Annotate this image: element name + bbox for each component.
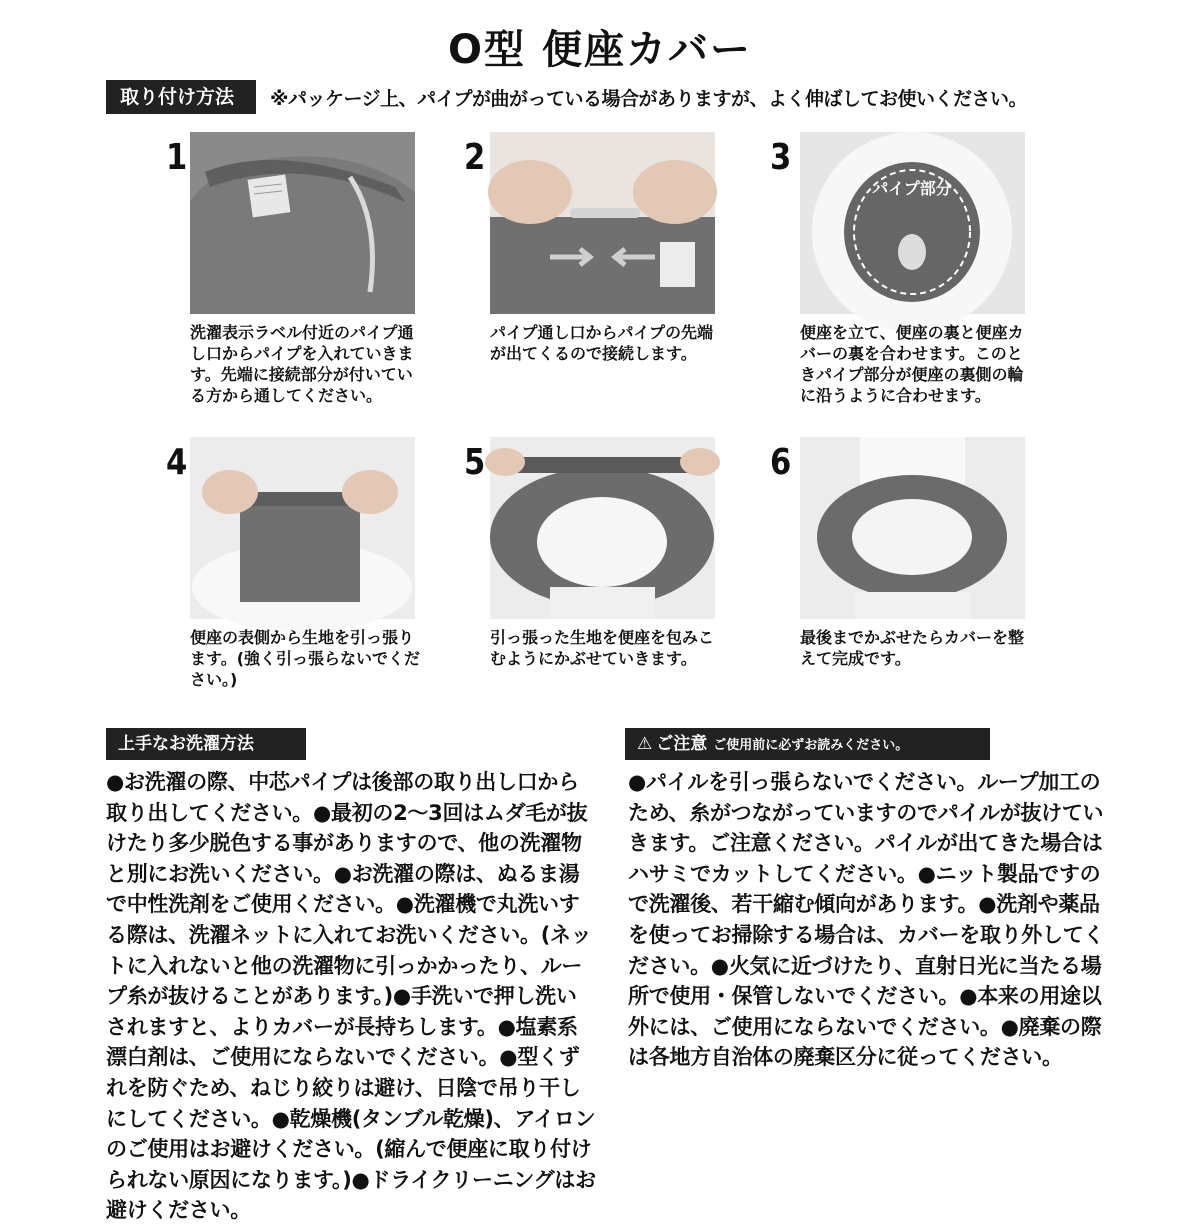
step-6-caption: 最後までかぶせたらカバーを整えて完成です。 bbox=[800, 628, 1025, 668]
step-6-number: 6 bbox=[770, 442, 792, 483]
caution-subtitle: ご使用前に必ずお読みください。 bbox=[713, 738, 909, 753]
step-2-caption: パイプ通し口からパイプの先端が出てくるので接続します。 bbox=[490, 323, 714, 363]
caution-label-bar bbox=[625, 728, 990, 760]
step-3-number: 3 bbox=[770, 137, 792, 178]
step-5-caption: 引っ張った生地を便座を包みこむようにかぶせていきます。 bbox=[490, 628, 715, 668]
caution-label: ご注意 bbox=[656, 734, 708, 754]
caution-instructions: ●パイルを引っ張らないでください。ループ加工のため、糸がつながっていますのでパイルが抜けていきます。ご注意ください。パイルが出てきた場合はハサミでカットしてください。●ニット製品ですので洗濯後、若干縮む傾向があります。●洗剤や薬品を使ってお掃除する場合は、カバーを取り外してください。●火気に近づけたり、直射日光に当たる場所で使用・保管しないでください。●本来の用途以外には、ご使用にならないでください。●廃棄の際は各地方自治体の廃棄区分に従ってください。 bbox=[628, 770, 1105, 1070]
step-1-caption: 洗濯表示ラベル付近のパイプ通し口からパイプを入れていきます。先端に接続部分が付いている方から通してください。 bbox=[190, 323, 414, 405]
step-4-number: 4 bbox=[166, 442, 188, 483]
install-note: ※パッケージ上、パイプが曲がっている場合がありますが、よく伸ばしてお使いください。 bbox=[270, 88, 1028, 110]
warning-triangle-icon: ⚠ bbox=[637, 734, 653, 754]
step-4-photo bbox=[190, 437, 415, 619]
step-3-caption: 便座を立て、便座の裏と便座カバーの裏を合わせます。このときパイプ部分が便座の裏側の輪に沿うように合わせます。 bbox=[800, 323, 1024, 405]
page-title: O型 便座カバー bbox=[448, 27, 752, 73]
install-method-label: 取り付け方法 bbox=[106, 80, 256, 114]
step-4-caption: 便座の表側から生地を引っ張ります。(強く引っ張らないでください。) bbox=[190, 628, 421, 689]
step-2-photo bbox=[490, 132, 715, 314]
step-5-photo bbox=[490, 437, 715, 619]
step-3-photo bbox=[800, 132, 1025, 314]
step-1-number: 1 bbox=[166, 137, 188, 178]
washing-instructions: ●お洗濯の際、中芯パイプは後部の取り出し口から取り出してください。●最初の2〜3回はムダ毛が抜けたり多少脱色する事がありますので、他の洗濯物と別にお洗いください。●お洗濯の際は、ぬるま湯で中性洗剤をご使用ください。●洗濯機で丸洗いする際は、洗濯ネットに入れてお洗いください。(ネットに入れないと他の洗濯物に引っかかったり、ループ糸が抜けることがあります。)●手洗いで押し洗いされますと、よりカバーが長持ちします。●塩素系漂白剤は、ご使用にならないでください。●型くずれを防ぐため、ねじり絞りは避け、日陰で吊り干しにしてください。●乾燥機(タンブル乾燥)、アイロンのご使用はお避けください。(縮んで便座に取り付けられない原因になります。)●ドライクリーニングはお避けください。 bbox=[106, 770, 596, 1223]
step-6-photo bbox=[800, 437, 1025, 619]
step-5-number: 5 bbox=[464, 442, 486, 483]
step-1-photo bbox=[190, 132, 415, 314]
step-2-number: 2 bbox=[464, 137, 486, 178]
washing-method-label: 上手なお洗濯方法 bbox=[106, 728, 306, 760]
pipe-part-overlay-label: パイプ部分 bbox=[872, 179, 952, 198]
